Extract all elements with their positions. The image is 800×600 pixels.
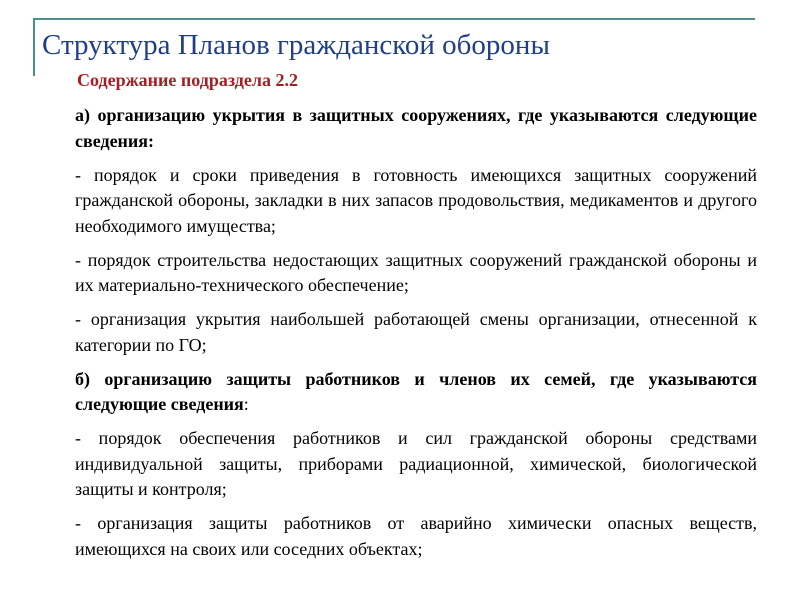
- item-b-heading-text: б) организацию защиты работников и членов их семей, где указываются следующие сведения: [75, 368, 757, 414]
- bullet-protective-equipment: - порядок обеспечения работников и сил гражданской обороны средствами индивидуальной защиты, приборами радиационной, химической, биологической защиты и контроля;: [75, 428, 757, 499]
- section-subtitle: Содержание подраздела 2.2: [77, 70, 298, 90]
- slide-title: Структура Планов гражданской обороны: [42, 29, 550, 61]
- item-a-heading: а) организацию укрытия в защитных сооружениях, где указываются следующие сведения:: [75, 105, 757, 151]
- slide-content: [75, 103, 757, 562]
- bullet-largest-shift-shelter: - организация укрытия наибольшей работающей смены организации, отнесенной к категории по ГО;: [75, 309, 757, 355]
- title-rule-top: [33, 18, 755, 20]
- bullet-chemical-protection: - организация защиты работников от аварийно химически опасных веществ, имеющихся на своих или соседних объектах;: [75, 513, 757, 559]
- bullet-shelter-readiness: - порядок и сроки приведения в готовность имеющихся защитных сооружений гражданской обороны, закладки в них запасов продовольствия, медикаментов и другого необходимого имущества;: [75, 164, 757, 236]
- bullet-shelter-construction: - порядок строительства недостающих защитных сооружений гражданской обороны и их материально-технического обеспечение;: [75, 249, 757, 295]
- title-rule-left: [33, 18, 35, 76]
- item-b-heading: [75, 367, 757, 418]
- item-b-colon: :: [243, 394, 249, 414]
